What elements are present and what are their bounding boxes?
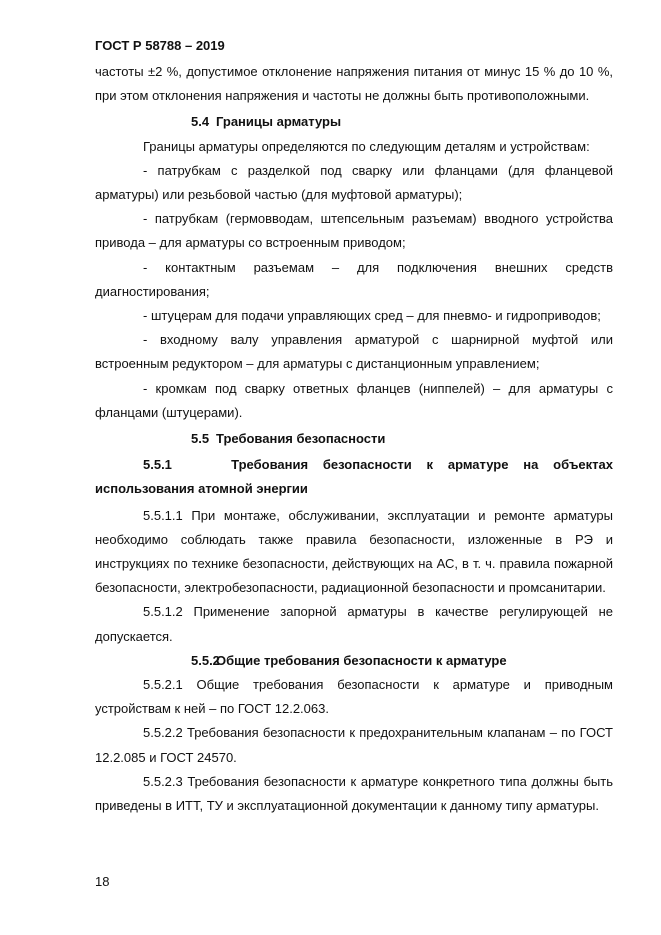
section-heading-5-5 [95, 427, 613, 451]
list-item: - кромкам под сварку ответных фланцев (ниппелей) – для арматуры с фланцами (штуцерами). [95, 380, 613, 420]
section-number: 5.5 [191, 431, 210, 447]
paragraph: Границы арматуры определяются по следующим деталям и устройствам: [143, 138, 590, 154]
list-item: - патрубкам с разделкой под сварку или фланцами (для фланцевой арматуры) или резьбовой частью (для муфтовой арматуры); [95, 162, 613, 203]
section-title: Границы арматуры [216, 114, 342, 130]
paragraph: 5.5.2.2 Требования безопасности к предохранительным клапанам – по ГОСТ 12.2.085 и ГОСТ 24570. [95, 725, 613, 765]
list-item: - штуцерам для подачи управляющих сред – для пневмо- и гидроприводов; [143, 308, 601, 324]
document-header: ГОСТ Р 58788 – 2019 [95, 38, 225, 53]
document-body [95, 60, 613, 818]
paragraph: 5.5.2.3 Требования безопасности к арматуре конкретного типа должны быть приведены в ИТТ, ТУ и эксплуатационной документации к данному типу арматуры. [95, 773, 613, 814]
section-title: Общие требования безопасности к арматуре [216, 652, 507, 668]
section-number: 5.5.1 [143, 457, 172, 473]
paragraph: 5.5.2.1 Общие требования безопасности к арматуре и приводным устройствам к ней – по ГОСТ 12.2.063. [95, 677, 613, 717]
section-heading-5-4 [95, 110, 613, 134]
page-number: 18 [95, 874, 110, 889]
paragraph: 5.5.1.2 Применение запорной арматуры в качестве регулирующей не допускается. [95, 604, 613, 644]
section-heading-5-5-2 [95, 649, 613, 673]
list-item: - патрубкам (гермовводам, штепсельным разъемам) вводного устройства привода – для арматуры со встроенным приводом; [95, 211, 613, 251]
paragraph-continuation: частоты ±2 %, допустимое отклонение напряжения питания от минус 15 % до 10 %, при этом отклонения напряжения и частоты не должны быть противоположными. [95, 64, 613, 104]
section-heading-5-5-1 [95, 453, 613, 501]
paragraph: 5.5.1.1 При монтаже, обслуживании, эксплуатации и ремонте арматуры необходимо соблюдать также правила безопасности, изложенные в РЭ и инструкциях по технике безопасности, действующих на АС, в т. ч. правила пожарной безопасности, электробезопасности, радиационной безопасности и промсанитарии. [95, 507, 613, 596]
list-item: - контактным разъемам – для подключения внешних средств диагностирования; [95, 259, 613, 299]
section-title: Требования безопасности к арматуре на объектах использования атомной энергии [95, 457, 613, 497]
section-number: 5.4 [191, 114, 210, 130]
section-number: 5.5.2 [191, 652, 220, 668]
section-title: Требования безопасности [216, 431, 386, 447]
list-item: - входному валу управления арматурой с шарнирной муфтой или встроенным редуктором – для арматуры с дистанционным управлением; [95, 332, 613, 372]
